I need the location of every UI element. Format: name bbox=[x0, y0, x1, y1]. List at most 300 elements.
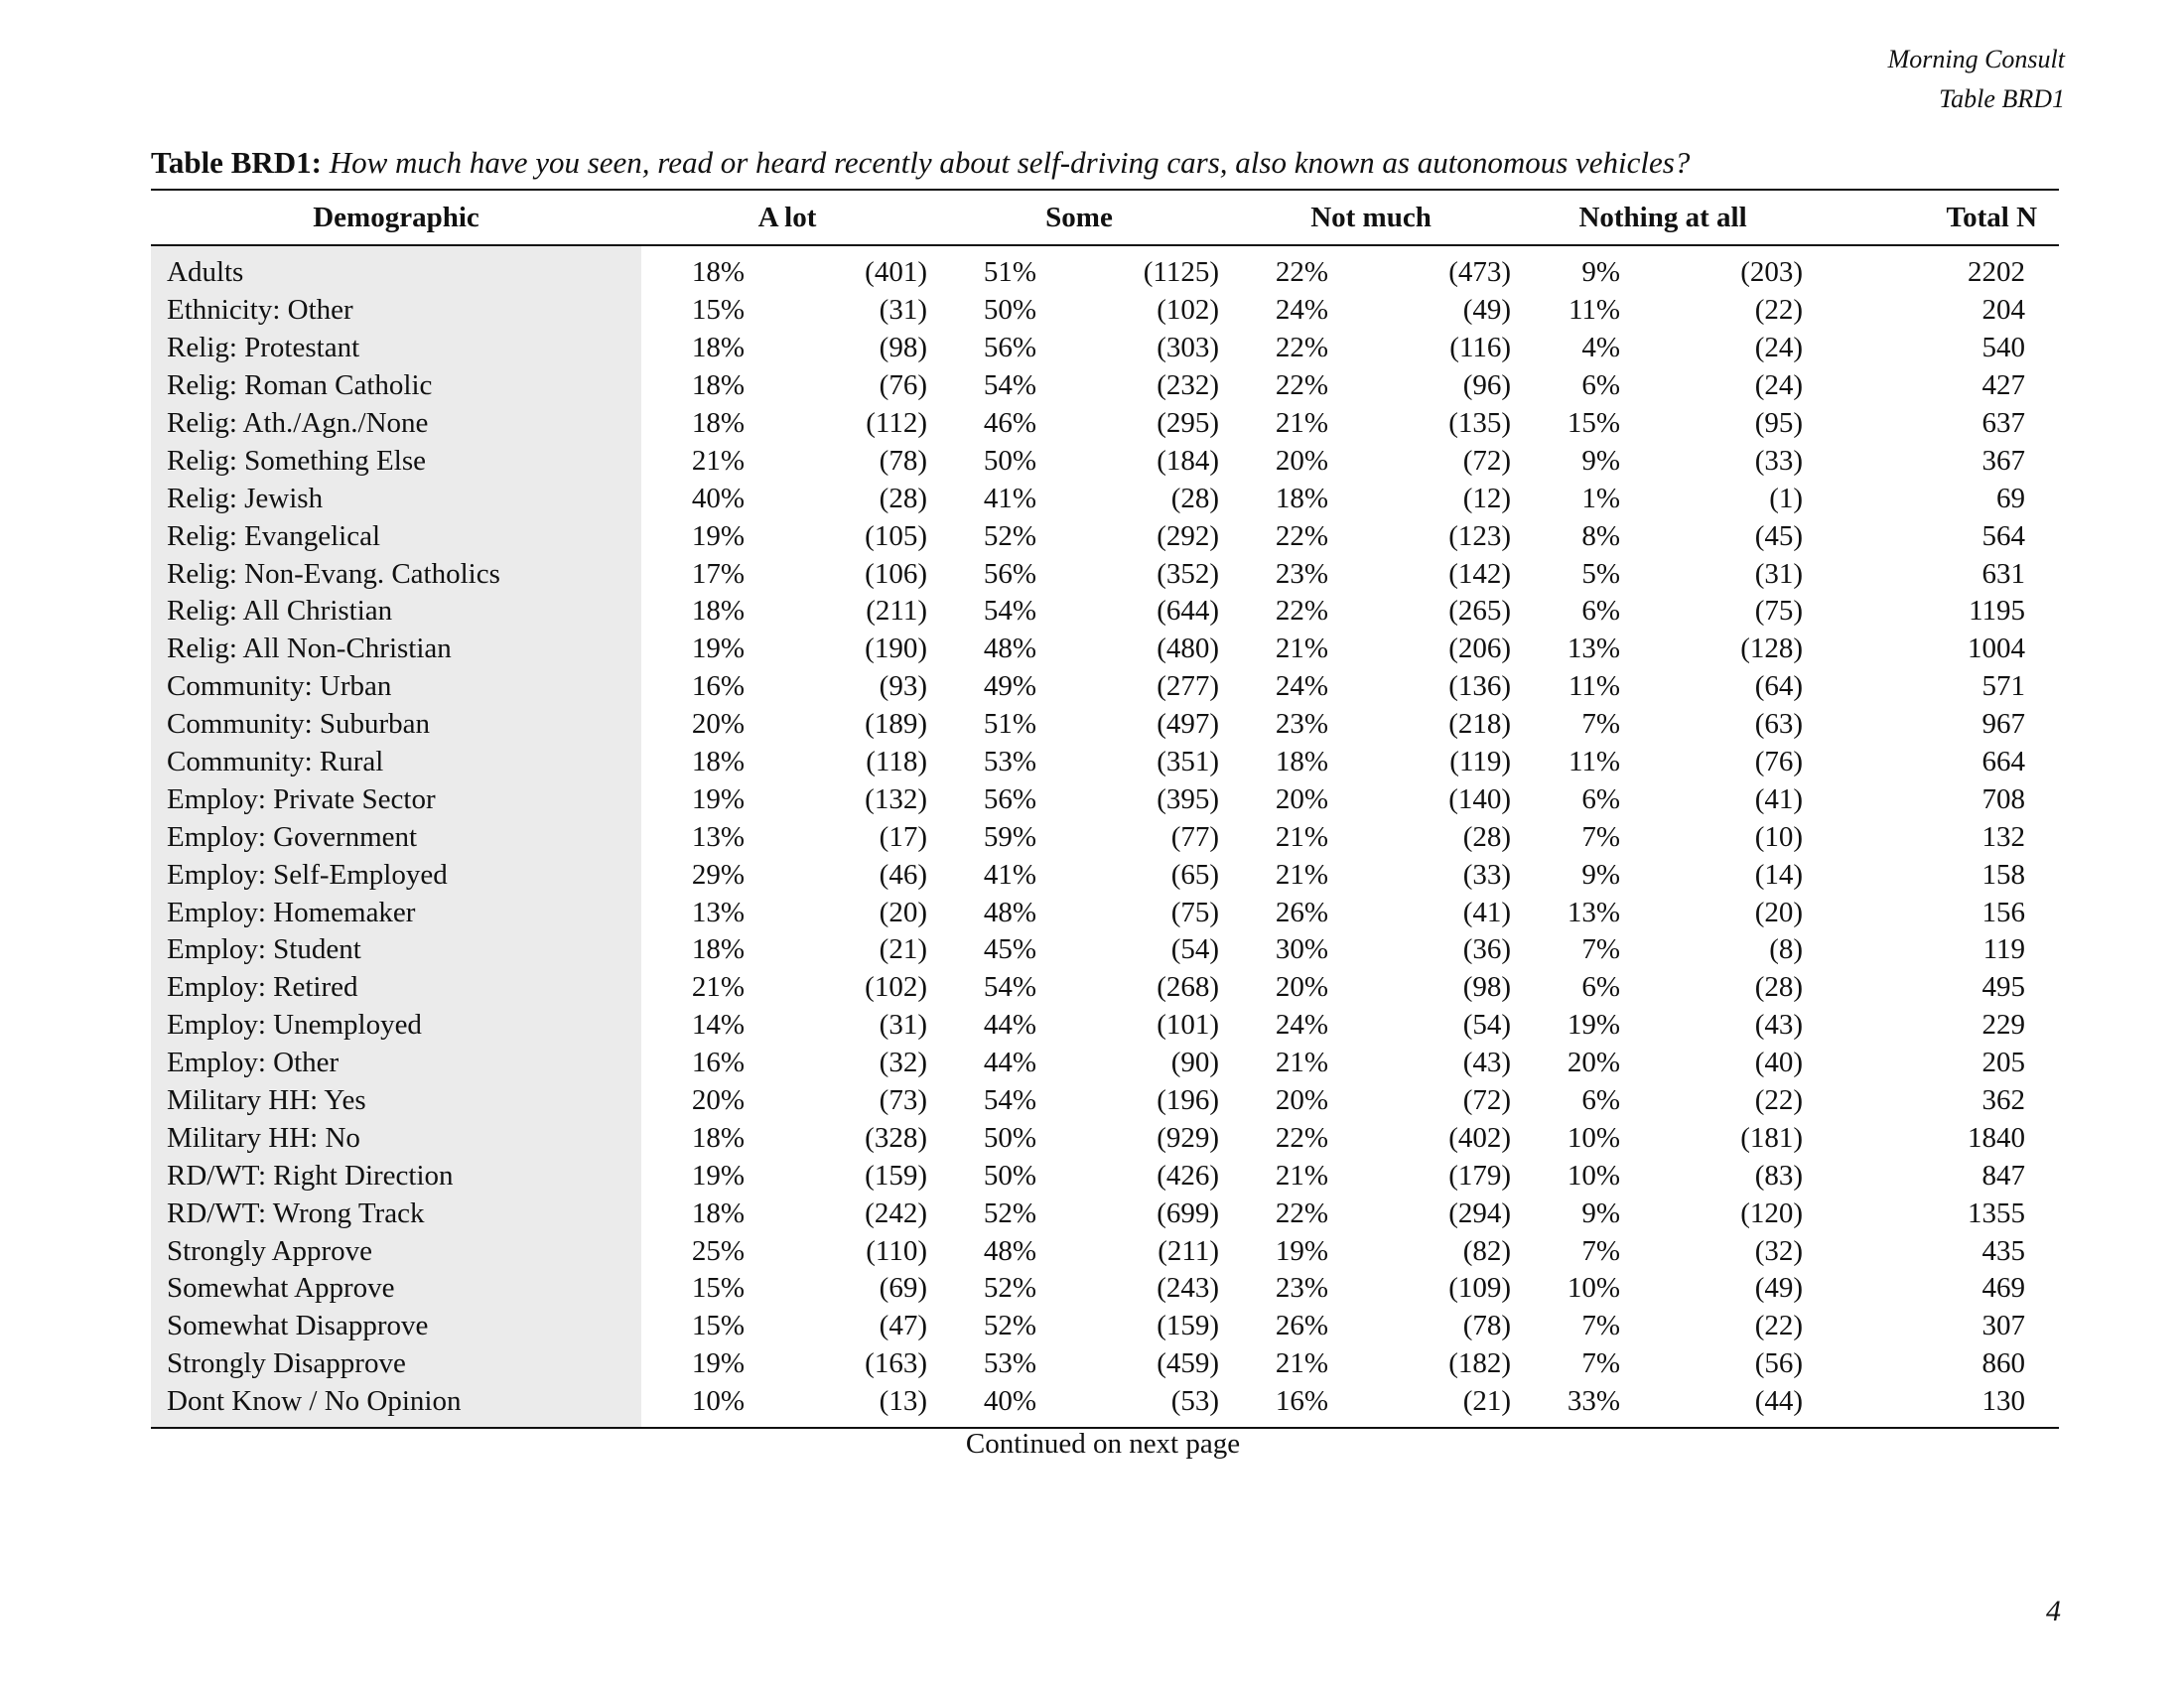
row-label: RD/WT: Wrong Track bbox=[151, 1195, 641, 1232]
cell-nothing-n: (120) bbox=[1740, 1196, 1804, 1229]
cell-some-pct: 48% bbox=[983, 633, 1036, 665]
row-label: Relig: Something Else bbox=[151, 442, 641, 480]
cell-a-lot-n: (46) bbox=[879, 858, 927, 891]
cell-a-lot-n: (76) bbox=[879, 369, 927, 402]
cell-a-lot-n: (159) bbox=[865, 1159, 927, 1192]
cell-some-n: (28) bbox=[1170, 482, 1220, 514]
cell-total-n: 2202 bbox=[1968, 256, 2026, 289]
row-label: Employ: Homemaker bbox=[151, 894, 641, 931]
cell-a-lot-pct: 21% bbox=[691, 971, 745, 1004]
row-label: Dont Know / No Opinion bbox=[151, 1383, 641, 1427]
cell-nothing-pct: 10% bbox=[1567, 1159, 1621, 1192]
cell-some-pct: 50% bbox=[983, 294, 1036, 327]
cell-some-n: (53) bbox=[1170, 1385, 1220, 1418]
cell-not-much-n: (98) bbox=[1462, 971, 1512, 1004]
cell-some-pct: 54% bbox=[983, 595, 1036, 628]
cell-not-much-n: (473) bbox=[1448, 256, 1512, 289]
cell-total-n: 708 bbox=[1981, 782, 2026, 815]
cell-nothing-n: (31) bbox=[1754, 557, 1804, 590]
table-caption bbox=[151, 145, 1690, 181]
cell-nothing-pct: 1% bbox=[1581, 482, 1621, 514]
row-label: Strongly Approve bbox=[151, 1232, 641, 1270]
table-row bbox=[151, 593, 2059, 631]
table-row bbox=[151, 1232, 2059, 1270]
cell-a-lot-pct: 29% bbox=[691, 858, 745, 891]
cell-nothing-pct: 4% bbox=[1581, 332, 1621, 364]
cell-not-much-pct: 18% bbox=[1275, 482, 1329, 514]
cell-some-pct: 51% bbox=[983, 256, 1036, 289]
cell-a-lot-n: (106) bbox=[865, 557, 927, 590]
cell-some-pct: 56% bbox=[983, 782, 1036, 815]
cell-not-much-n: (142) bbox=[1448, 557, 1512, 590]
continued-note: Continued on next page bbox=[965, 1428, 1241, 1460]
cell-a-lot-pct: 18% bbox=[691, 746, 745, 778]
cell-a-lot-pct: 13% bbox=[691, 896, 745, 928]
cell-some-pct: 56% bbox=[983, 332, 1036, 364]
cell-nothing-pct: 7% bbox=[1581, 1234, 1621, 1267]
row-label: Somewhat Approve bbox=[151, 1270, 641, 1308]
cell-some-n: (243) bbox=[1157, 1272, 1220, 1305]
cell-some-pct: 41% bbox=[983, 482, 1036, 514]
cell-total-n: 571 bbox=[1981, 670, 2026, 703]
cell-not-much-n: (28) bbox=[1462, 820, 1512, 853]
cell-total-n: 664 bbox=[1981, 746, 2026, 778]
caption-question: How much have you seen, read or heard recently about self-driving cars, also known as autonomous vehicles? bbox=[329, 145, 1691, 180]
row-label: Employ: Retired bbox=[151, 969, 641, 1007]
cell-nothing-pct: 13% bbox=[1567, 633, 1621, 665]
cell-nothing-n: (56) bbox=[1754, 1347, 1804, 1380]
cell-a-lot-pct: 19% bbox=[691, 1347, 745, 1380]
cell-a-lot-pct: 16% bbox=[691, 1047, 745, 1079]
cell-not-much-pct: 21% bbox=[1275, 1159, 1329, 1192]
cell-some-n: (292) bbox=[1157, 519, 1220, 552]
row-label: Employ: Student bbox=[151, 931, 641, 969]
table-row bbox=[151, 744, 2059, 781]
cell-nothing-n: (24) bbox=[1754, 332, 1804, 364]
cell-not-much-n: (140) bbox=[1448, 782, 1512, 815]
cell-not-much-pct: 16% bbox=[1275, 1385, 1329, 1418]
cell-some-pct: 52% bbox=[983, 519, 1036, 552]
cell-total-n: 1355 bbox=[1968, 1196, 2026, 1229]
cell-total-n: 205 bbox=[1981, 1047, 2026, 1079]
cell-nothing-pct: 11% bbox=[1568, 670, 1621, 703]
row-label: Employ: Government bbox=[151, 818, 641, 856]
caption-label: Table BRD1: bbox=[151, 145, 322, 180]
cell-some-n: (459) bbox=[1157, 1347, 1220, 1380]
cell-some-n: (929) bbox=[1157, 1121, 1220, 1154]
cell-nothing-n: (24) bbox=[1754, 369, 1804, 402]
cell-not-much-pct: 24% bbox=[1275, 1009, 1329, 1042]
cell-some-n: (101) bbox=[1157, 1009, 1220, 1042]
cell-a-lot-n: (211) bbox=[866, 595, 927, 628]
cell-nothing-n: (33) bbox=[1754, 444, 1804, 477]
cell-nothing-pct: 9% bbox=[1581, 1196, 1621, 1229]
row-label: Community: Urban bbox=[151, 668, 641, 706]
cell-a-lot-pct: 19% bbox=[691, 782, 745, 815]
table-row bbox=[151, 856, 2059, 894]
row-label: Employ: Self-Employed bbox=[151, 856, 641, 894]
cell-some-pct: 48% bbox=[983, 1234, 1036, 1267]
cell-nothing-pct: 7% bbox=[1581, 820, 1621, 853]
cell-some-n: (102) bbox=[1157, 294, 1220, 327]
cell-nothing-n: (22) bbox=[1754, 294, 1804, 327]
cell-not-much-pct: 22% bbox=[1275, 1196, 1329, 1229]
cell-total-n: 967 bbox=[1981, 708, 2026, 741]
cell-a-lot-pct: 19% bbox=[691, 519, 745, 552]
table-row bbox=[151, 931, 2059, 969]
cell-not-much-n: (182) bbox=[1448, 1347, 1512, 1380]
cell-nothing-pct: 8% bbox=[1581, 519, 1621, 552]
cell-not-much-n: (265) bbox=[1448, 595, 1512, 628]
cell-a-lot-pct: 13% bbox=[691, 820, 745, 853]
table-row bbox=[151, 1045, 2059, 1082]
cell-a-lot-n: (102) bbox=[865, 971, 927, 1004]
table-row bbox=[151, 555, 2059, 593]
table-row bbox=[151, 1270, 2059, 1308]
cell-not-much-n: (72) bbox=[1462, 1084, 1512, 1117]
cell-some-n: (295) bbox=[1157, 407, 1220, 439]
cell-nothing-pct: 9% bbox=[1581, 444, 1621, 477]
crosstab-table-container bbox=[151, 189, 2059, 1429]
row-label: Relig: All Christian bbox=[151, 593, 641, 631]
cell-not-much-pct: 24% bbox=[1275, 670, 1329, 703]
cell-total-n: 119 bbox=[1982, 933, 2026, 966]
cell-some-n: (699) bbox=[1157, 1196, 1220, 1229]
row-label: Community: Suburban bbox=[151, 706, 641, 744]
cell-total-n: 1195 bbox=[1969, 595, 2026, 628]
table-row bbox=[151, 969, 2059, 1007]
cell-a-lot-pct: 18% bbox=[691, 595, 745, 628]
col-header-not-much: Not much bbox=[1225, 191, 1517, 245]
cell-nothing-pct: 11% bbox=[1568, 294, 1621, 327]
cell-nothing-pct: 7% bbox=[1581, 708, 1621, 741]
cell-nothing-n: (14) bbox=[1754, 858, 1804, 891]
cell-a-lot-n: (21) bbox=[879, 933, 927, 966]
cell-a-lot-n: (118) bbox=[866, 746, 927, 778]
cell-nothing-n: (22) bbox=[1754, 1310, 1804, 1342]
cell-a-lot-n: (110) bbox=[866, 1234, 927, 1267]
table-row bbox=[151, 405, 2059, 443]
table-row bbox=[151, 480, 2059, 517]
cell-not-much-pct: 23% bbox=[1275, 708, 1329, 741]
cell-not-much-pct: 21% bbox=[1275, 1347, 1329, 1380]
cell-a-lot-n: (47) bbox=[879, 1310, 927, 1342]
table-row bbox=[151, 517, 2059, 555]
table-row bbox=[151, 1119, 2059, 1157]
cell-total-n: 427 bbox=[1981, 369, 2026, 402]
cell-a-lot-pct: 18% bbox=[691, 256, 745, 289]
cell-nothing-pct: 19% bbox=[1567, 1009, 1621, 1042]
cell-total-n: 69 bbox=[1996, 482, 2026, 514]
row-label: Somewhat Disapprove bbox=[151, 1308, 641, 1345]
cell-nothing-pct: 9% bbox=[1581, 256, 1621, 289]
cell-not-much-n: (78) bbox=[1462, 1310, 1512, 1342]
cell-total-n: 495 bbox=[1981, 971, 2026, 1004]
cell-some-pct: 50% bbox=[983, 1159, 1036, 1192]
col-header-total-n: Total N bbox=[1809, 191, 2059, 245]
cell-a-lot-pct: 19% bbox=[691, 1159, 745, 1192]
cell-a-lot-pct: 18% bbox=[691, 407, 745, 439]
table-row bbox=[151, 442, 2059, 480]
cell-total-n: 564 bbox=[1981, 519, 2026, 552]
cell-nothing-pct: 7% bbox=[1581, 1347, 1621, 1380]
cell-a-lot-n: (20) bbox=[879, 896, 927, 928]
cell-a-lot-n: (98) bbox=[879, 332, 927, 364]
table-row bbox=[151, 1383, 2059, 1427]
cell-nothing-n: (63) bbox=[1754, 708, 1804, 741]
cell-a-lot-n: (69) bbox=[879, 1272, 927, 1305]
cell-some-pct: 41% bbox=[983, 858, 1036, 891]
cell-some-pct: 54% bbox=[983, 369, 1036, 402]
cell-a-lot-pct: 18% bbox=[691, 369, 745, 402]
cell-some-pct: 54% bbox=[983, 971, 1036, 1004]
col-header-some: Some bbox=[933, 191, 1225, 245]
cell-not-much-n: (54) bbox=[1462, 1009, 1512, 1042]
cell-nothing-n: (41) bbox=[1754, 782, 1804, 815]
cell-total-n: 156 bbox=[1981, 896, 2026, 928]
cell-not-much-pct: 22% bbox=[1275, 595, 1329, 628]
cell-nothing-pct: 7% bbox=[1581, 1310, 1621, 1342]
table-row bbox=[151, 1007, 2059, 1045]
cell-a-lot-pct: 14% bbox=[691, 1009, 745, 1042]
cell-a-lot-pct: 18% bbox=[691, 1121, 745, 1154]
header-row bbox=[151, 191, 2059, 245]
cell-not-much-pct: 21% bbox=[1275, 633, 1329, 665]
cell-some-pct: 51% bbox=[983, 708, 1036, 741]
cell-nothing-pct: 10% bbox=[1567, 1121, 1621, 1154]
cell-not-much-pct: 22% bbox=[1275, 369, 1329, 402]
cell-nothing-pct: 10% bbox=[1567, 1272, 1621, 1305]
cell-a-lot-pct: 17% bbox=[691, 557, 745, 590]
cell-a-lot-n: (132) bbox=[865, 782, 927, 815]
cell-a-lot-n: (105) bbox=[865, 519, 927, 552]
cell-some-n: (644) bbox=[1157, 595, 1220, 628]
cell-some-n: (395) bbox=[1157, 782, 1220, 815]
cell-some-n: (65) bbox=[1170, 858, 1220, 891]
cell-some-pct: 53% bbox=[983, 746, 1036, 778]
cell-not-much-pct: 22% bbox=[1275, 256, 1329, 289]
cell-some-pct: 59% bbox=[983, 820, 1036, 853]
cell-some-n: (75) bbox=[1170, 896, 1220, 928]
cell-nothing-pct: 6% bbox=[1581, 369, 1621, 402]
cell-not-much-pct: 20% bbox=[1275, 444, 1329, 477]
cell-not-much-pct: 26% bbox=[1275, 896, 1329, 928]
cell-a-lot-n: (93) bbox=[879, 670, 927, 703]
cell-some-pct: 48% bbox=[983, 896, 1036, 928]
cell-not-much-pct: 20% bbox=[1275, 971, 1329, 1004]
cell-a-lot-pct: 25% bbox=[691, 1234, 745, 1267]
cell-nothing-n: (83) bbox=[1754, 1159, 1804, 1192]
cell-nothing-n: (203) bbox=[1740, 256, 1804, 289]
cell-not-much-n: (402) bbox=[1448, 1121, 1512, 1154]
cell-some-pct: 56% bbox=[983, 557, 1036, 590]
cell-total-n: 229 bbox=[1981, 1009, 2026, 1042]
cell-some-n: (497) bbox=[1157, 708, 1220, 741]
cell-nothing-n: (40) bbox=[1754, 1047, 1804, 1079]
cell-not-much-n: (41) bbox=[1462, 896, 1512, 928]
cell-nothing-pct: 5% bbox=[1581, 557, 1621, 590]
cell-not-much-pct: 23% bbox=[1275, 1272, 1329, 1305]
cell-total-n: 1004 bbox=[1968, 633, 2026, 665]
cell-not-much-pct: 23% bbox=[1275, 557, 1329, 590]
table-row bbox=[151, 245, 2059, 292]
cell-nothing-n: (20) bbox=[1754, 896, 1804, 928]
cell-some-pct: 44% bbox=[983, 1047, 1036, 1079]
cell-nothing-n: (76) bbox=[1754, 746, 1804, 778]
row-label: Relig: Non-Evang. Catholics bbox=[151, 555, 641, 593]
table-row bbox=[151, 668, 2059, 706]
cell-a-lot-pct: 15% bbox=[691, 294, 745, 327]
cell-nothing-n: (22) bbox=[1754, 1084, 1804, 1117]
cell-some-pct: 50% bbox=[983, 1121, 1036, 1154]
cell-a-lot-n: (190) bbox=[865, 633, 927, 665]
cell-not-much-pct: 21% bbox=[1275, 407, 1329, 439]
cell-a-lot-n: (13) bbox=[879, 1385, 927, 1418]
cell-not-much-pct: 21% bbox=[1275, 1047, 1329, 1079]
table-row bbox=[151, 706, 2059, 744]
cell-a-lot-n: (78) bbox=[879, 444, 927, 477]
cell-a-lot-pct: 16% bbox=[691, 670, 745, 703]
row-label: Relig: All Non-Christian bbox=[151, 631, 641, 668]
cell-not-much-n: (72) bbox=[1462, 444, 1512, 477]
cell-nothing-n: (10) bbox=[1754, 820, 1804, 853]
cell-a-lot-n: (163) bbox=[865, 1347, 927, 1380]
cell-total-n: 367 bbox=[1981, 444, 2026, 477]
cell-some-pct: 49% bbox=[983, 670, 1036, 703]
cell-nothing-n: (64) bbox=[1754, 670, 1804, 703]
cell-a-lot-n: (17) bbox=[879, 820, 927, 853]
cell-some-n: (268) bbox=[1157, 971, 1220, 1004]
row-label: Relig: Ath./Agn./None bbox=[151, 405, 641, 443]
cell-some-pct: 40% bbox=[983, 1385, 1036, 1418]
cell-not-much-n: (12) bbox=[1462, 482, 1512, 514]
cell-not-much-n: (135) bbox=[1448, 407, 1512, 439]
cell-some-n: (352) bbox=[1157, 557, 1220, 590]
table-row bbox=[151, 894, 2059, 931]
table-row bbox=[151, 780, 2059, 818]
cell-some-pct: 53% bbox=[983, 1347, 1036, 1380]
table-row bbox=[151, 1345, 2059, 1383]
cell-not-much-n: (218) bbox=[1448, 708, 1512, 741]
cell-a-lot-n: (32) bbox=[879, 1047, 927, 1079]
cell-some-n: (77) bbox=[1170, 820, 1220, 853]
page-number: 4 bbox=[2046, 1595, 2061, 1627]
row-label: Relig: Jewish bbox=[151, 480, 641, 517]
row-label: Community: Rural bbox=[151, 744, 641, 781]
cell-a-lot-pct: 19% bbox=[691, 633, 745, 665]
cell-not-much-n: (49) bbox=[1462, 294, 1512, 327]
cell-not-much-pct: 20% bbox=[1275, 782, 1329, 815]
cell-some-n: (303) bbox=[1157, 332, 1220, 364]
cell-a-lot-pct: 18% bbox=[691, 332, 745, 364]
cell-nothing-n: (49) bbox=[1754, 1272, 1804, 1305]
col-header-a-lot: A lot bbox=[641, 191, 933, 245]
cell-total-n: 860 bbox=[1981, 1347, 2026, 1380]
cell-some-n: (277) bbox=[1157, 670, 1220, 703]
row-label: Military HH: No bbox=[151, 1119, 641, 1157]
cell-nothing-pct: 33% bbox=[1567, 1385, 1621, 1418]
row-label: Military HH: Yes bbox=[151, 1082, 641, 1120]
cell-some-pct: 44% bbox=[983, 1009, 1036, 1042]
cell-total-n: 1840 bbox=[1968, 1121, 2026, 1154]
cell-not-much-pct: 22% bbox=[1275, 1121, 1329, 1154]
row-label: Employ: Other bbox=[151, 1045, 641, 1082]
row-label: Ethnicity: Other bbox=[151, 292, 641, 330]
cell-total-n: 469 bbox=[1981, 1272, 2026, 1305]
cell-not-much-n: (33) bbox=[1462, 858, 1512, 891]
cell-a-lot-n: (328) bbox=[865, 1121, 927, 1154]
header-org: Morning Consult bbox=[1887, 45, 2065, 73]
cell-a-lot-pct: 40% bbox=[691, 482, 745, 514]
cell-total-n: 435 bbox=[1981, 1234, 2026, 1267]
cell-not-much-n: (179) bbox=[1448, 1159, 1512, 1192]
table-row bbox=[151, 367, 2059, 405]
cell-some-pct: 46% bbox=[983, 407, 1036, 439]
cell-total-n: 631 bbox=[1981, 557, 2026, 590]
cell-not-much-pct: 22% bbox=[1275, 332, 1329, 364]
cell-not-much-pct: 22% bbox=[1275, 519, 1329, 552]
row-label: Relig: Protestant bbox=[151, 330, 641, 367]
cell-some-n: (159) bbox=[1157, 1310, 1220, 1342]
cell-some-pct: 52% bbox=[983, 1310, 1036, 1342]
cell-nothing-n: (28) bbox=[1754, 971, 1804, 1004]
cell-nothing-pct: 13% bbox=[1567, 896, 1621, 928]
cell-some-pct: 52% bbox=[983, 1196, 1036, 1229]
table-row bbox=[151, 330, 2059, 367]
cell-a-lot-n: (28) bbox=[879, 482, 927, 514]
cell-nothing-n: (45) bbox=[1754, 519, 1804, 552]
cell-some-n: (1125) bbox=[1143, 256, 1220, 289]
cell-a-lot-pct: 15% bbox=[691, 1272, 745, 1305]
cell-nothing-n: (8) bbox=[1769, 933, 1804, 966]
cell-not-much-pct: 30% bbox=[1275, 933, 1329, 966]
cell-not-much-pct: 20% bbox=[1275, 1084, 1329, 1117]
header-table-id: Table BRD1 bbox=[1939, 84, 2065, 113]
cell-nothing-pct: 9% bbox=[1581, 858, 1621, 891]
cell-total-n: 540 bbox=[1981, 332, 2026, 364]
row-label: Employ: Private Sector bbox=[151, 780, 641, 818]
row-label: Adults bbox=[151, 245, 641, 292]
cell-a-lot-pct: 15% bbox=[691, 1310, 745, 1342]
row-label: Relig: Evangelical bbox=[151, 517, 641, 555]
cell-not-much-n: (206) bbox=[1448, 633, 1512, 665]
cell-not-much-pct: 24% bbox=[1275, 294, 1329, 327]
table-row bbox=[151, 818, 2059, 856]
cell-total-n: 130 bbox=[1981, 1385, 2026, 1418]
cell-nothing-pct: 11% bbox=[1568, 746, 1621, 778]
col-header-demographic: Demographic bbox=[151, 191, 641, 245]
cell-a-lot-pct: 10% bbox=[691, 1385, 745, 1418]
cell-nothing-pct: 6% bbox=[1581, 782, 1621, 815]
cell-total-n: 158 bbox=[1981, 858, 2026, 891]
cell-not-much-pct: 18% bbox=[1275, 746, 1329, 778]
cell-some-n: (196) bbox=[1157, 1084, 1220, 1117]
cell-nothing-n: (181) bbox=[1740, 1121, 1804, 1154]
cell-a-lot-pct: 20% bbox=[691, 708, 745, 741]
cell-some-n: (351) bbox=[1157, 746, 1220, 778]
cell-not-much-n: (116) bbox=[1449, 332, 1512, 364]
page-header bbox=[1888, 40, 2065, 119]
cell-not-much-pct: 26% bbox=[1275, 1310, 1329, 1342]
cell-some-n: (54) bbox=[1170, 933, 1220, 966]
col-header-nothing-at-all: Nothing at all bbox=[1517, 191, 1809, 245]
cell-nothing-pct: 6% bbox=[1581, 595, 1621, 628]
cell-not-much-pct: 19% bbox=[1275, 1234, 1329, 1267]
cell-not-much-n: (43) bbox=[1462, 1047, 1512, 1079]
cell-a-lot-n: (112) bbox=[866, 407, 927, 439]
cell-a-lot-pct: 20% bbox=[691, 1084, 745, 1117]
cell-nothing-n: (44) bbox=[1754, 1385, 1804, 1418]
